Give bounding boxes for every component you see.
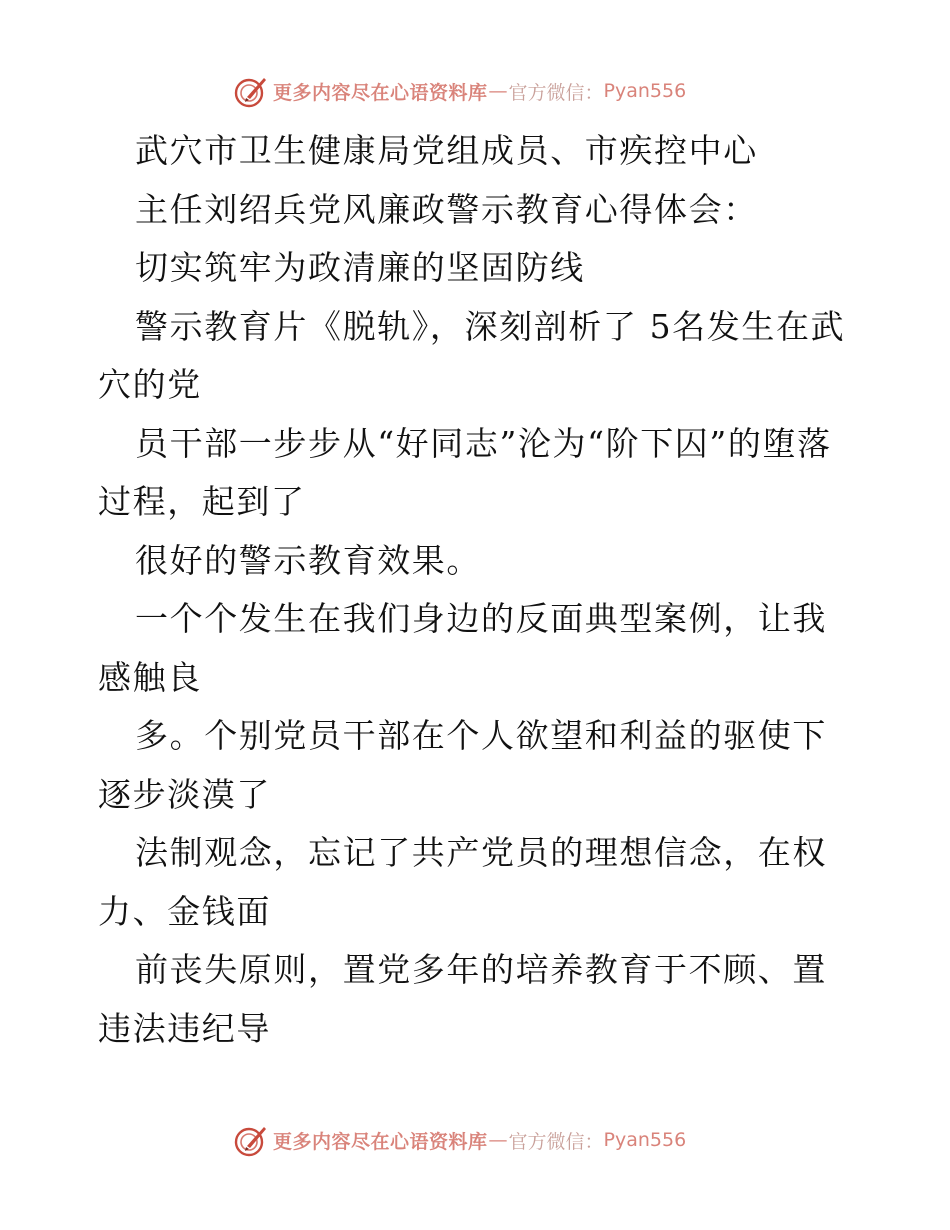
- paragraph: 法制观念，忘记了共产党员的理想信念，在权力、金钱面: [98, 833, 827, 931]
- quill-logo-icon: [233, 1122, 269, 1158]
- paragraph: 多。个别党员干部在个人欲望和利益的驱使下逐步淡漠了: [98, 716, 827, 814]
- header-banner-separator: —: [488, 80, 508, 102]
- footer-wechat-id: Pyan556: [603, 1129, 687, 1151]
- paragraph: 一个个发生在我们身边的反面典型案例，让我感触良: [98, 599, 827, 697]
- footer-wechat-label: 官方微信：: [508, 1130, 604, 1153]
- header-watermark-banner: [233, 72, 713, 110]
- header-banner-text: 更多内容尽在心语资料库: [273, 81, 488, 104]
- paragraph: 很好的警示教育效果。: [135, 540, 481, 580]
- paragraph: 前丧失原则，置党多年的培养教育于不顾、置违法违纪导: [98, 950, 827, 1048]
- footer-banner-separator: —: [488, 1129, 508, 1151]
- footer-banner-text: 更多内容尽在心语资料库: [273, 1130, 488, 1153]
- paragraph: 员干部一步步从“好同志”沦为“阶下囚”的堕落过程，起到了: [98, 423, 832, 521]
- paragraph: 主任刘绍兵党风廉政警示教育心得体会：: [135, 189, 758, 229]
- paragraph: 警示教育片《脱轨》，深刻剖析了 5名发生在武穴的党: [98, 306, 846, 404]
- paragraph: 武穴市卫生健康局党组成员、市疾控中心: [135, 131, 758, 170]
- quill-logo-icon: [233, 73, 269, 109]
- header-wechat-label: 官方微信：: [508, 81, 604, 104]
- header-wechat-id: Pyan556: [603, 80, 687, 102]
- footer-watermark-banner: [233, 1121, 713, 1159]
- paragraph: 切实筑牢为政清廉的坚固防线: [135, 248, 585, 287]
- document-body: [98, 122, 858, 1058]
